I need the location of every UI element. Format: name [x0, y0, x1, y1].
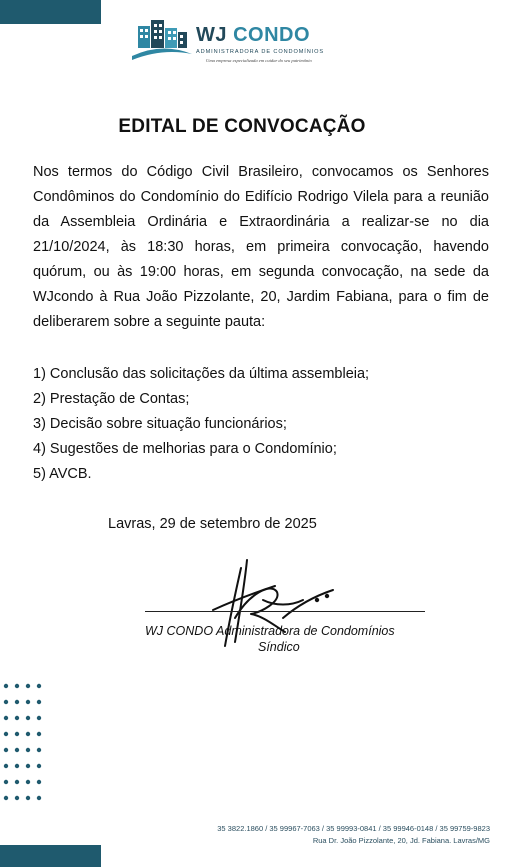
corner-decoration-top — [0, 0, 101, 24]
intro-paragraph: Nos termos do Código Civil Brasileiro, convocamos os Senhores Condôminos do Condomínio do Edifício Rodrigo Vilela para a reunião da Assembleia Ordinária e Extraordinária a realizar-se no dia 21/10/2024, às 18:30 horas, em primeira convocação, havendo quórum, ou às 19:00 horas, em segunda convocação, na sede da WJcondo à Rua João Pizzolante, 20, Jardim Fabiana, para o fim de deliberarem sobre a seguinte pauta: — [33, 164, 489, 330]
footer-address: Rua Dr. João Pizzolante, 20, Jd. Fabiana. Lavras/MG — [312, 836, 490, 845]
logo-wordmark — [196, 24, 310, 47]
agenda-item: 2) Prestação de Contas; — [33, 391, 190, 407]
logo-tagline: Uma empresa especializada em cuidar do seu patrimônio — [206, 58, 312, 63]
company-logo — [130, 16, 340, 72]
corner-decoration-bottom — [0, 845, 101, 867]
document-title: EDITAL DE CONVOCAÇÃO — [118, 116, 366, 137]
logo-wordmark-wj: WJ — [196, 24, 227, 46]
footer-phones: 35 3822.1860 / 35 99967-7063 / 35 99993-0841 / 35 99946-0148 / 35 99759-9823 — [217, 824, 490, 833]
place-date: Lavras, 29 de setembro de 2025 — [108, 516, 317, 532]
agenda-list — [33, 362, 369, 487]
agenda-item: 3) Decisão sobre situação funcionários; — [33, 416, 287, 432]
signatory-name: WJ CONDO Administradora de Condomínios — [145, 624, 395, 638]
signature-line — [145, 611, 425, 612]
dot-pattern-decoration — [2, 682, 42, 812]
agenda-item: 1) Conclusão das solicitações da última assembleia; — [33, 366, 370, 382]
logo-subtitle: ADMINISTRADORA DE CONDOMÍNIOS — [196, 49, 325, 55]
signatory-role: Síndico — [258, 640, 300, 654]
logo-wordmark-condo: CONDO — [233, 24, 311, 46]
agenda-item: 5) AVCB. — [33, 466, 92, 482]
building-logo-icon — [130, 16, 194, 62]
agenda-item: 4) Sugestões de melhorias para o Condomínio; — [33, 441, 337, 457]
